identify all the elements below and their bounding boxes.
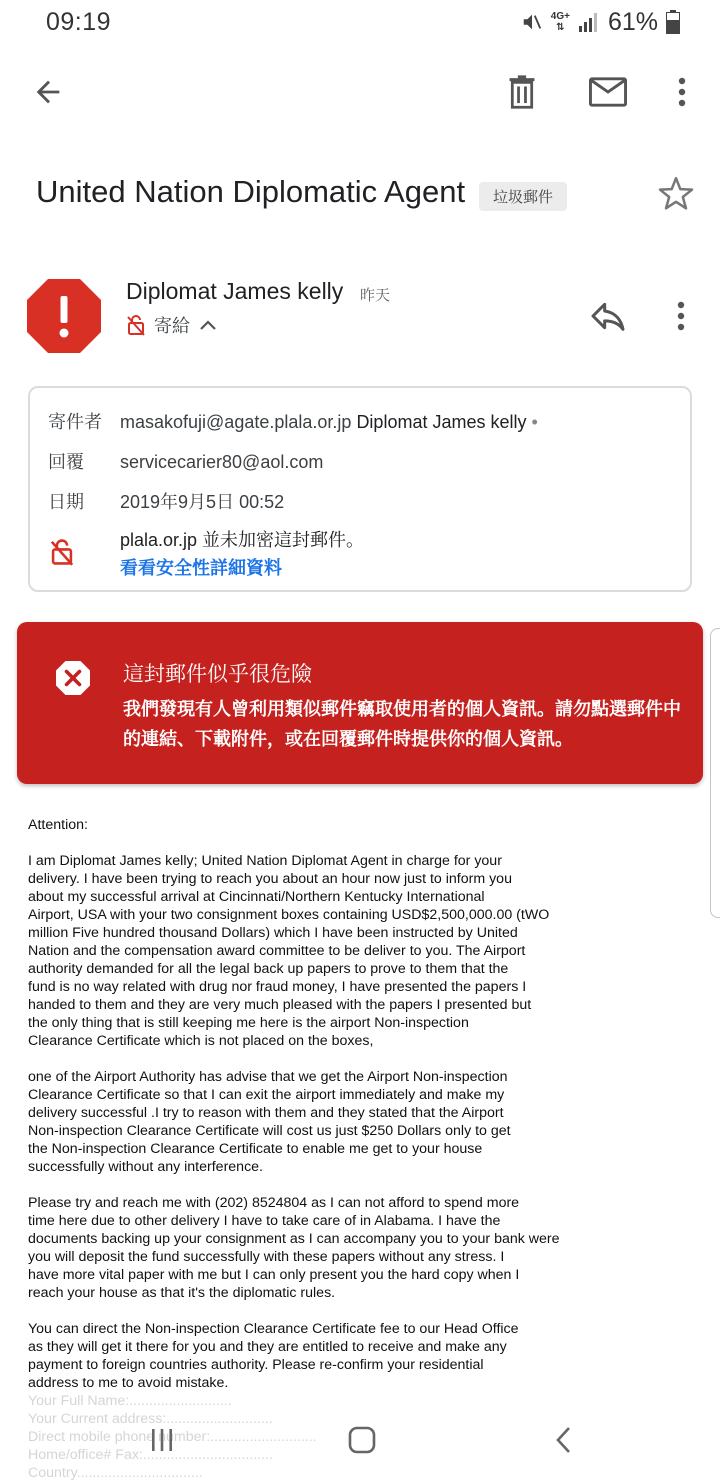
bullet-separator: •	[531, 412, 538, 432]
email-paragraph: Please try and reach me with (202) 8524804 as I can not afford to spend more time here due to other delivery I have to take care of in Alabama. I have the documents backing up your consignment as I can accompany you to your bank were you will deposit the fund successfully with these papers without any stress. I have more vital paper with me but I can only present you the hard copy when I reach your house as that it's the diplomatic rules.	[28, 1195, 560, 1301]
warning-body: 我們發現有人曾利用類似郵件竊取使用者的個人資訊。請勿點選郵件中的連結、下載附件，或在回覆郵件時提供你的個人資訊。	[123, 699, 681, 749]
recents-icon	[148, 1426, 176, 1454]
unlocked-red-icon	[126, 314, 146, 336]
scroll-handle[interactable]	[710, 628, 720, 918]
star-outline-icon[interactable]	[656, 174, 696, 214]
subject-row	[36, 172, 696, 220]
message-details-card	[28, 386, 692, 592]
nav-back-icon	[552, 1425, 576, 1455]
danger-octagon-icon	[26, 278, 102, 354]
battery-percent: 61%	[607, 7, 658, 36]
status-indicators	[521, 8, 680, 36]
back-button[interactable]	[22, 66, 74, 118]
battery-icon	[666, 10, 680, 34]
detail-from-value[interactable]	[120, 412, 538, 433]
spam-label[interactable]: 垃圾郵件	[479, 182, 567, 211]
reply-icon[interactable]	[588, 296, 628, 336]
arrow-left-icon	[31, 75, 65, 109]
detail-from-row	[48, 408, 538, 434]
recipient-toggle[interactable]	[126, 312, 218, 338]
email-paragraph: one of the Airport Authority has advise that we get the Airport Non-inspection Clearance Certificate so that I can exit the airport immediately and make my delivery successful .I try to reason with them and they stated that the Airport Non-inspection Clearance Certificate will cost us just $250 Dollars only to get the Non-inspection Clearance Certificate to enable me get to your house successfully without any interference.	[28, 1069, 511, 1175]
detail-reply-key: 回覆	[48, 452, 84, 472]
more-vert-icon	[677, 77, 687, 107]
home-icon	[347, 1425, 377, 1455]
more-options-button[interactable]	[656, 66, 708, 118]
detail-reply-value[interactable]: servicecarier80@aol.com	[120, 452, 324, 472]
detail-date-row	[48, 488, 284, 514]
recipient-label: 寄給	[154, 316, 190, 336]
detail-date-key: 日期	[48, 492, 84, 512]
toolbar	[0, 60, 720, 124]
chevron-up-icon	[198, 318, 218, 332]
sender-name[interactable]: Diplomat James kelly	[126, 278, 344, 304]
email-greeting: Attention:	[28, 817, 88, 833]
delete-button[interactable]	[496, 66, 548, 118]
security-details-link[interactable]: 看看安全性詳細資料	[120, 558, 282, 578]
encryption-status: plala.or.jp 並未加密這封郵件。	[120, 530, 365, 550]
status-time: 09:19	[46, 8, 112, 36]
email-subject: United Nation Diplomatic Agent	[36, 174, 466, 209]
sender-time: 昨天	[360, 287, 391, 304]
detail-from-key: 寄件者	[48, 412, 102, 432]
sender-header	[26, 276, 696, 356]
danger-warning-banner	[17, 622, 703, 784]
home-button[interactable]	[340, 1418, 384, 1462]
signal-icon	[578, 11, 600, 33]
nav-back-button[interactable]	[542, 1418, 586, 1462]
email-paragraph: I am Diplomat James kelly; United Nation Diplomat Agent in charge for your delivery. I have been trying to reach you about an hour now just to inform you about my successful arrival at Cincinnati/Northern Kentucky International Airport, USA with your two consignment boxes containing USD$2,500,000.00 (tWO million Five hundred thousand Dollars) which I have been instructed by United Nation and the compensation award committee to be deliver to you. The Airport authority demanded for all the legal back up papers to prove to them that the fund is no way related with drug nor fraud money, I have presented the papers I handed to them and they are very much pleased with the papers I presented but the only thing that is still keeping me here is the airport Non-inspection Clearance Certificate which is not placed on the boxes,	[28, 853, 550, 1049]
trash-icon	[505, 74, 539, 110]
detail-date-value: 2019年9月5日 00:52	[120, 492, 285, 512]
warning-x-icon	[55, 660, 91, 696]
detail-reply-row	[48, 448, 323, 474]
system-nav-bar	[0, 1396, 720, 1480]
more-vert-icon[interactable]	[666, 296, 696, 336]
warning-title: 這封郵件似乎很危險	[123, 663, 312, 686]
network-arrows-icon: 4G+ ⇅	[550, 11, 570, 33]
unlocked-red-icon	[48, 538, 76, 566]
mail-icon	[589, 77, 627, 107]
network-type: 4G+	[550, 11, 570, 22]
from-email: masakofuji@agate.plala.or.jp	[120, 412, 352, 432]
email-body	[28, 816, 628, 1480]
from-name: Diplomat James kelly	[356, 412, 527, 432]
mark-unread-button[interactable]	[582, 66, 634, 118]
status-bar	[0, 0, 720, 44]
mute-icon	[521, 11, 543, 33]
email-paragraph: You can direct the Non-inspection Clearance Certificate fee to our Head Office as they will get it there for you and they are entitled to receive and make any payment to foreign countries authority. Please re-confirm your residential address to me to avoid mistake.	[28, 1321, 519, 1391]
recents-button[interactable]	[140, 1418, 184, 1462]
